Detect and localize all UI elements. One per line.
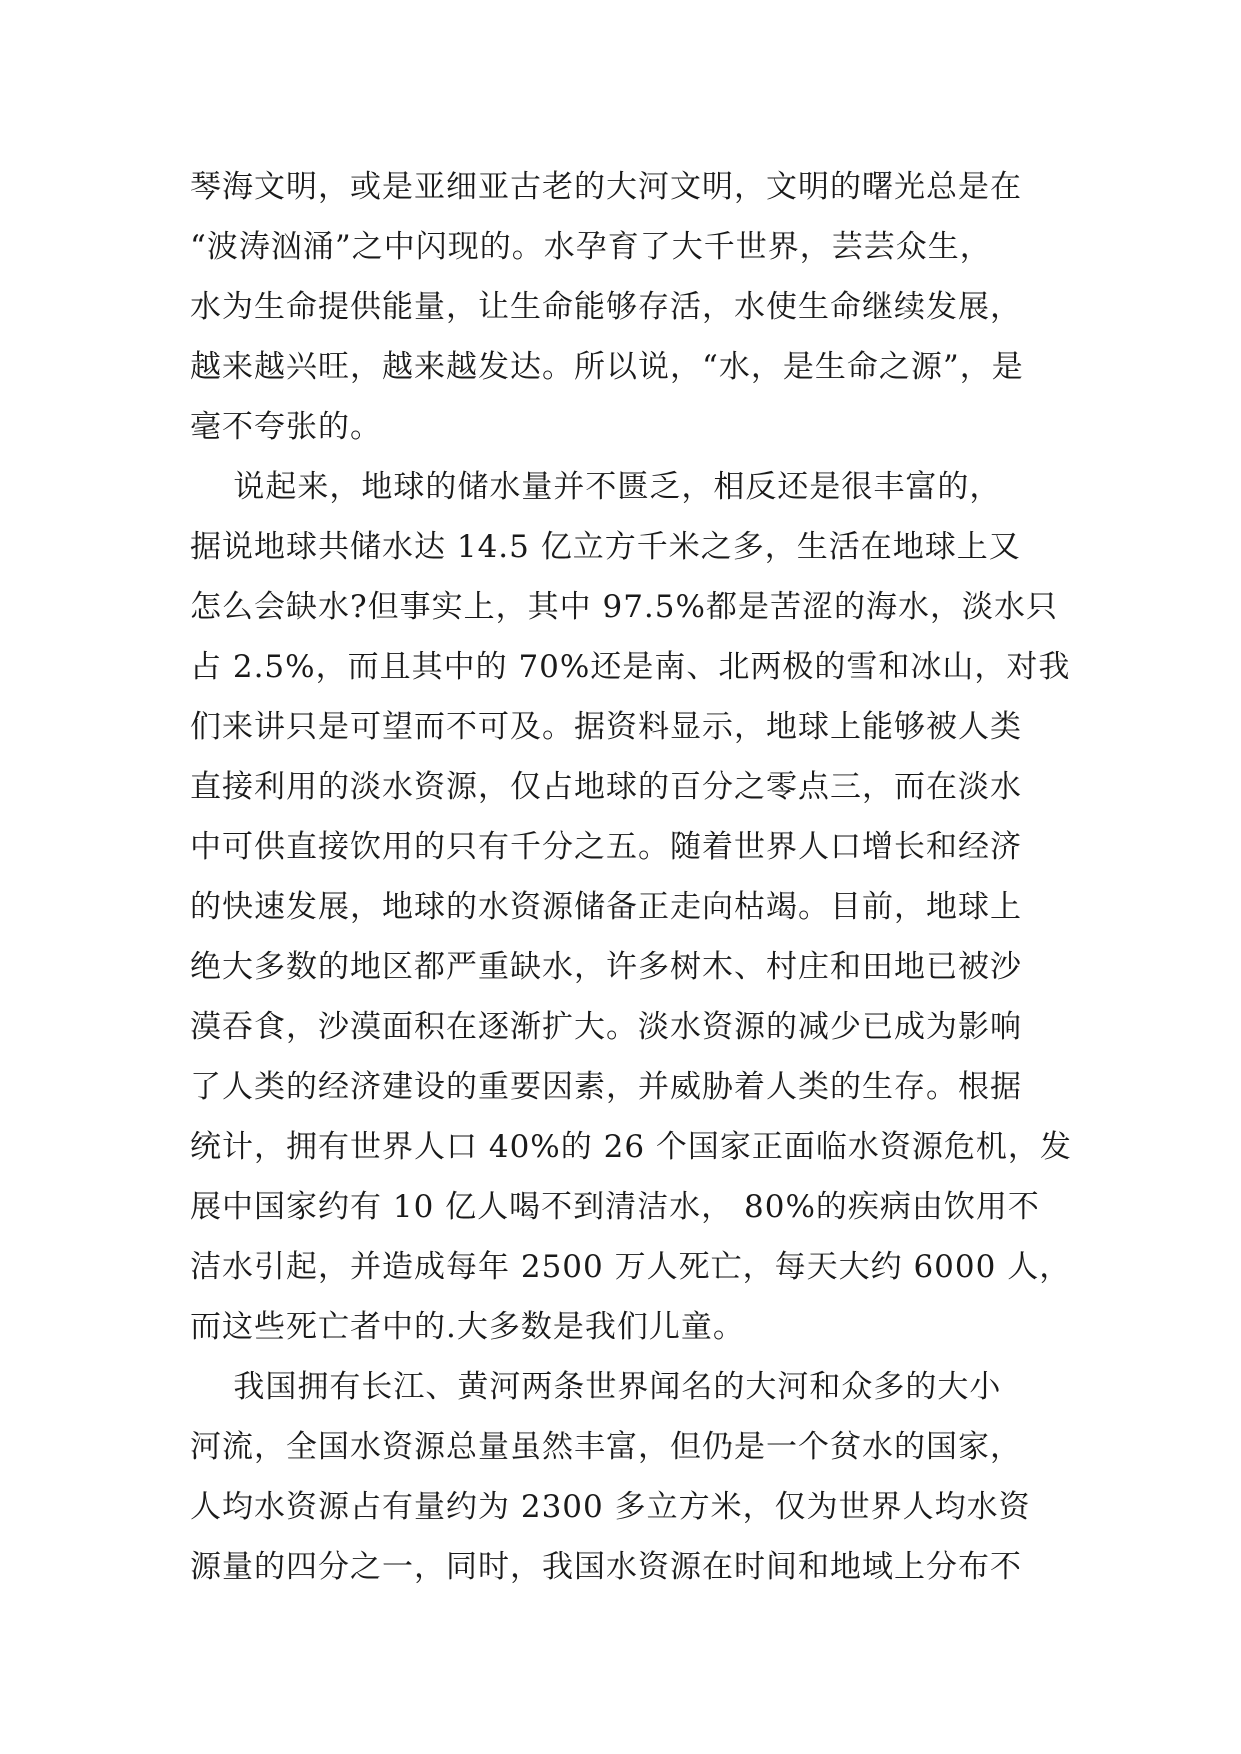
text-line: 人均水资源占有量约为 2300 多立方米，仅为世界人均水资: [190, 1489, 1031, 1525]
text-line: 越来越兴旺，越来越发达。所以说，“水，是生命之源”，是: [190, 349, 1024, 385]
text-line: 毫不夸张的。: [190, 409, 382, 445]
text-line: 而这些死亡者中的.大多数是我们儿童。: [190, 1309, 745, 1345]
text-line: 怎么会缺水?但事实上，其中 97.5%都是苦涩的海水，淡水只: [190, 589, 1058, 625]
body-text: [190, 157, 1072, 1597]
text-line: 说起来，地球的储水量并不匮乏，相反还是很丰富的，: [190, 469, 1002, 505]
text-line: 统计，拥有世界人口 40%的 26 个国家正面临水资源危机，发: [190, 1129, 1072, 1165]
text-line: 占 2.5%，而且其中的 70%还是南、北两极的雪和冰山，对我: [190, 649, 1071, 685]
text-line: 河流，全国水资源总量虽然丰富，但仍是一个贫水的国家，: [190, 1429, 1022, 1465]
text-line: 绝大多数的地区都严重缺水，许多树木、村庄和田地已被沙: [190, 949, 1022, 985]
text-line: 据说地球共储水达 14.5 亿立方千米之多，生活在地球上又: [190, 529, 1021, 565]
text-line: 们来讲只是可望而不可及。据资料显示，地球上能够被人类: [190, 709, 1022, 745]
text-line: 我国拥有长江、黄河两条世界闻名的大河和众多的大小: [190, 1369, 1002, 1405]
text-line: 漠吞食，沙漠面积在逐渐扩大。淡水资源的减少已成为影响: [190, 1009, 1022, 1045]
text-line: 琴海文明，或是亚细亚古老的大河文明，文明的曙光总是在: [190, 169, 1022, 205]
text-line: 洁水引起，并造成每年 2500 万人死亡，每天大约 6000 人，: [190, 1249, 1072, 1285]
text-line: 中可供直接饮用的只有千分之五。随着世界人口增长和经济: [190, 829, 1022, 865]
text-line: 展中国家约有 10 亿人喝不到清洁水， 80%的疾病由饮用不: [190, 1189, 1040, 1225]
text-line: 水为生命提供能量，让生命能够存活，水使生命继续发展，: [190, 289, 1022, 325]
text-line: 源量的四分之一，同时，我国水资源在时间和地域上分布不: [190, 1549, 1022, 1585]
text-line: 了人类的经济建设的重要因素，并威胁着人类的生存。根据: [190, 1069, 1022, 1105]
text-line: “波涛汹涌”之中闪现的。水孕育了大千世界，芸芸众生，: [190, 229, 992, 265]
text-line: 直接利用的淡水资源，仅占地球的百分之零点三，而在淡水: [190, 769, 1022, 805]
text-line: 的快速发展，地球的水资源储备正走向枯竭。目前，地球上: [190, 889, 1022, 925]
